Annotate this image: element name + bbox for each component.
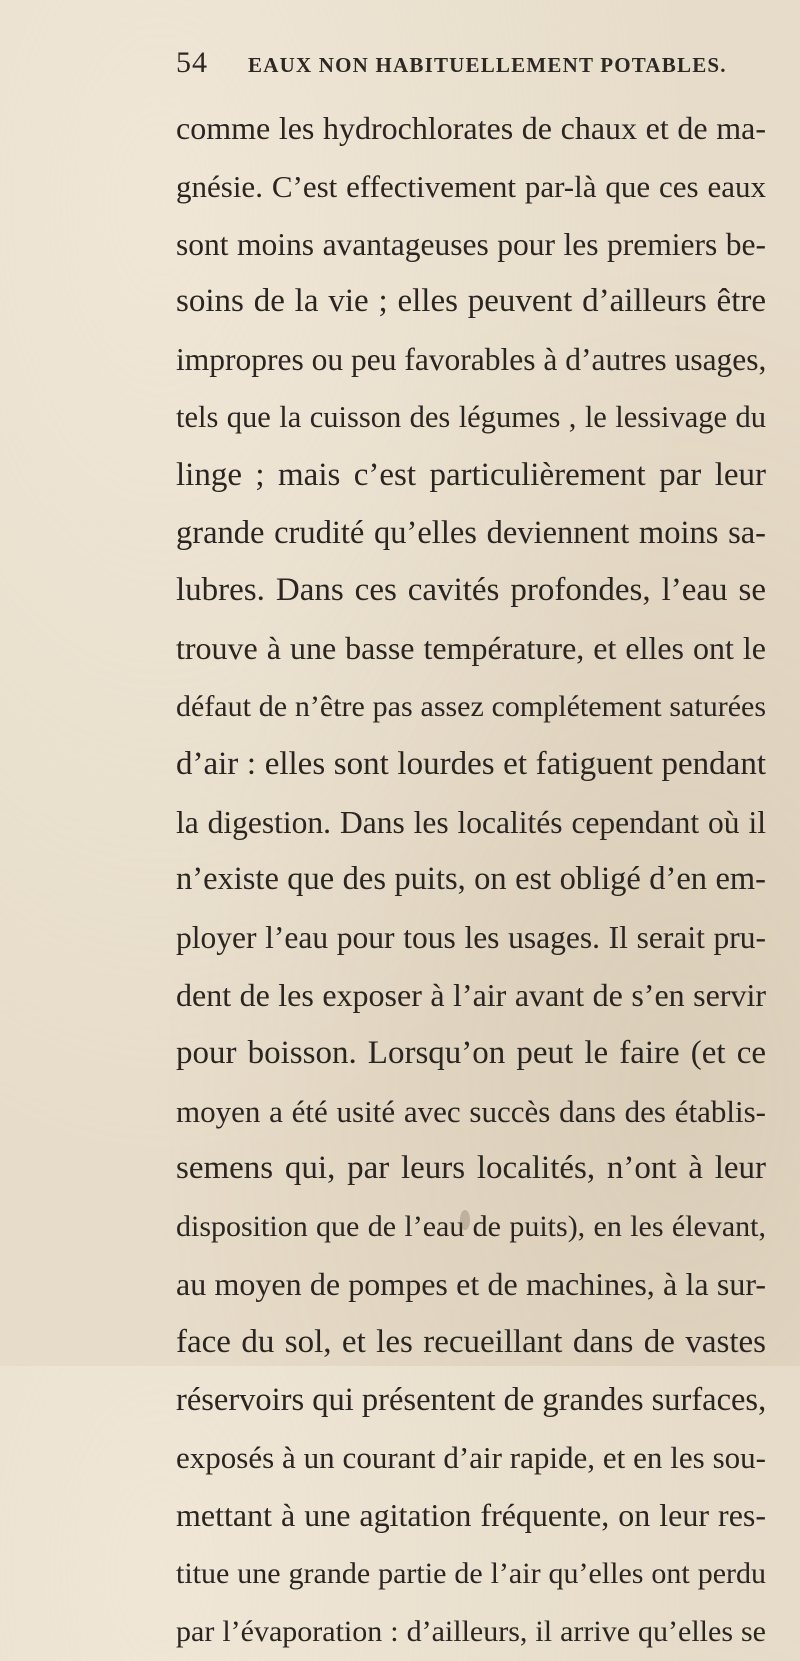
text-line: mettant à une agitation fréquente, on leur res- (176, 1497, 766, 1534)
text-line: trouve à une basse température, et elles ont le (176, 630, 766, 667)
text-line: exposés à un courant d’air rapide, et en les sou- (176, 1440, 766, 1476)
text-line: ployer l’eau pour tous les usages. Il serait pru- (176, 920, 766, 956)
text-line: linge ; mais c’est particulièrement par leur (176, 456, 766, 493)
text-line: moyen a été usité avec succès dans des établis- (176, 1093, 766, 1129)
text-line: comme les hydrochlorates de chaux et de ma- (176, 110, 766, 146)
text-line: défaut de n’être pas assez complétement saturées (176, 689, 766, 723)
text-line: pour boisson. Lorsqu’on peut le faire (et ce (176, 1034, 766, 1071)
text-line: impropres ou peu favorables à d’autres usages, (176, 342, 767, 378)
text-line: tels que la cuisson des légumes , le lessivage du (176, 399, 766, 434)
text-line: par l’évaporation : d’ailleurs, il arrive qu’elles se (176, 1614, 766, 1648)
body-text (176, 100, 766, 1661)
text-line: grande crudité qu’elles deviennent moins sa- (176, 514, 766, 551)
running-head (176, 46, 736, 86)
text-line: n’existe que des puits, on est obligé d’en em- (176, 861, 766, 898)
text-line: la digestion. Dans les localités cependant où il (176, 804, 766, 840)
running-title: EAUX NON HABITUELLEMENT POTABLES. (248, 53, 727, 77)
text-line: sont moins avantageuses pour les premiers be- (176, 226, 766, 262)
text-line: soins de la vie ; elles peuvent d’ailleurs être (176, 283, 766, 320)
text-line: titue une grande partie de l’air qu’elles ont perdu (176, 1556, 766, 1590)
text-line: disposition que de l’eau de puits), en les élevant, (176, 1210, 766, 1244)
text-line: lubres. Dans ces cavités profondes, l’eau se (176, 572, 766, 609)
text-line: dent de les exposer à l’air avant de s’en servir (176, 976, 766, 1013)
text-line: face du sol, et les recueillant dans de vastes (176, 1323, 766, 1360)
text-line: gnésie. C’est effectivement par-là que ces eaux (176, 168, 766, 204)
text-line: d’air : elles sont lourdes et fatiguent pendant (176, 745, 766, 782)
text-line: au moyen de pompes et de machines, à la sur- (176, 1265, 766, 1302)
text-line: semens qui, par leurs localités, n’ont à leur (176, 1150, 766, 1187)
ink-smudge (460, 1210, 470, 1230)
page-number: 54 (176, 46, 208, 79)
text-line: réservoirs qui présentent de grandes surfaces, (176, 1381, 767, 1418)
